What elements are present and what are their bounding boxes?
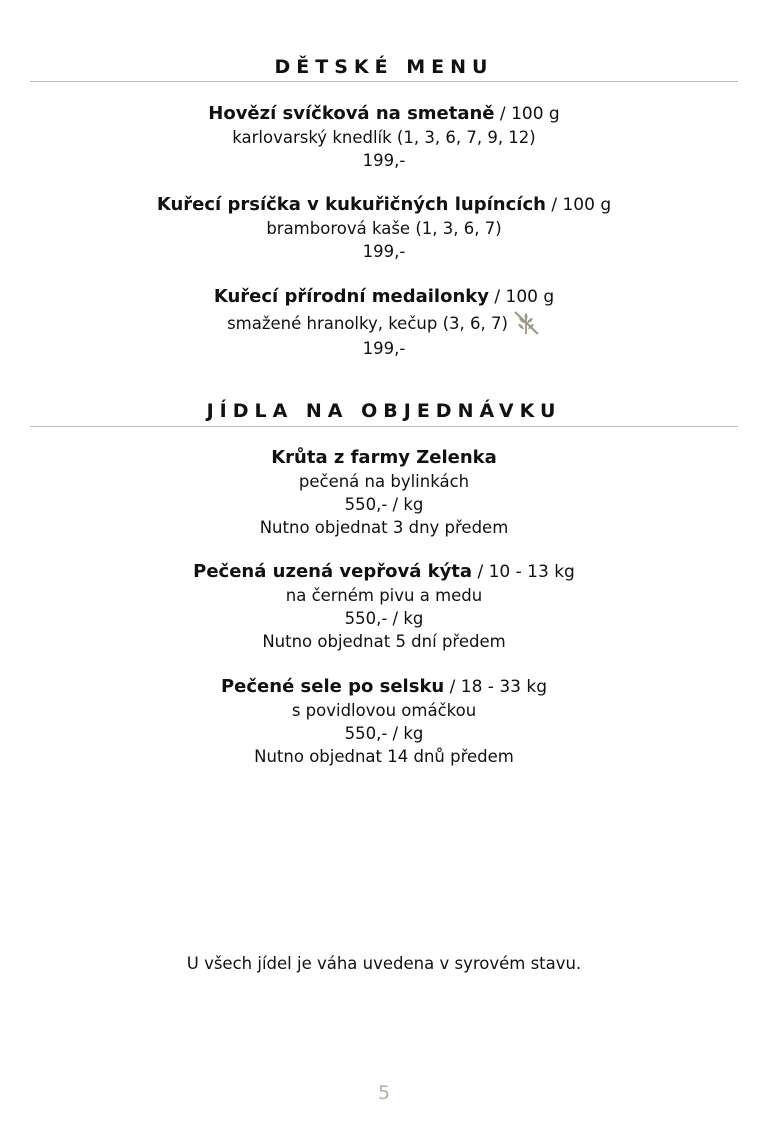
- menu-item: [0, 102, 768, 172]
- item-price: 550,- / kg: [344, 609, 424, 628]
- item-description: karlovarský knedlík (1, 3, 6, 7, 9, 12): [232, 128, 536, 147]
- item-weight: / 10 - 13 kg: [472, 562, 575, 582]
- item-note: Nutno objednat 5 dní předem: [262, 632, 506, 651]
- item-weight: / 18 - 33 kg: [444, 677, 548, 697]
- item-description: smažené hranolky, kečup (3, 6, 7): [227, 314, 508, 333]
- item-weight: / 100 g: [488, 287, 555, 307]
- section-heading-kids-menu: DĚTSKÉ MENU: [274, 56, 494, 78]
- item-price: 550,- / kg: [344, 724, 424, 743]
- section-heading-orders: JÍDLA NA OBJEDNÁVKU: [206, 400, 562, 422]
- menu-item: [0, 560, 768, 653]
- section-divider: [30, 426, 738, 427]
- section-divider: [30, 81, 738, 82]
- item-name: Kuřecí přírodní medailonky: [213, 286, 489, 307]
- item-title: [0, 285, 768, 309]
- item-name: Pečené sele po selsku: [220, 676, 445, 697]
- item-price: 199,-: [362, 242, 406, 261]
- footnote: U všech jídel je váha uvedena v syrovém stavu.: [186, 954, 582, 973]
- menu-item: [0, 446, 768, 539]
- item-name: Pečená uzená vepřová kýta: [193, 561, 473, 582]
- item-title: [0, 675, 768, 699]
- menu-item: [0, 675, 768, 768]
- item-title: [0, 560, 768, 584]
- item-title: [0, 102, 768, 126]
- item-weight: / 100 g: [494, 104, 560, 124]
- item-note: Nutno objednat 3 dny předem: [259, 518, 509, 537]
- item-description: pečená na bylinkách: [298, 472, 470, 491]
- item-description: na černém pivu a medu: [285, 586, 483, 605]
- item-description-row: [0, 309, 768, 337]
- menu-item: [0, 193, 768, 263]
- item-name: Hovězí svíčková na smetaně: [208, 103, 495, 124]
- item-price: 199,-: [362, 151, 406, 170]
- item-weight: / 100 g: [545, 195, 612, 215]
- item-price: 550,- / kg: [344, 495, 424, 514]
- item-title: [0, 446, 768, 470]
- page-number: 5: [377, 1082, 391, 1104]
- item-name: Krůta z farmy Zelenka: [271, 447, 497, 468]
- gluten-free-icon: [511, 309, 541, 337]
- item-description: s povidlovou omáčkou: [291, 701, 477, 720]
- item-price: 199,-: [362, 339, 406, 358]
- menu-item: [0, 285, 768, 360]
- item-description: bramborová kaše (1, 3, 6, 7): [266, 219, 502, 238]
- item-name: Kuřecí prsíčka v kukuřičných lupíncích: [156, 194, 546, 215]
- item-note: Nutno objednat 14 dnů předem: [254, 747, 514, 766]
- item-title: [0, 193, 768, 217]
